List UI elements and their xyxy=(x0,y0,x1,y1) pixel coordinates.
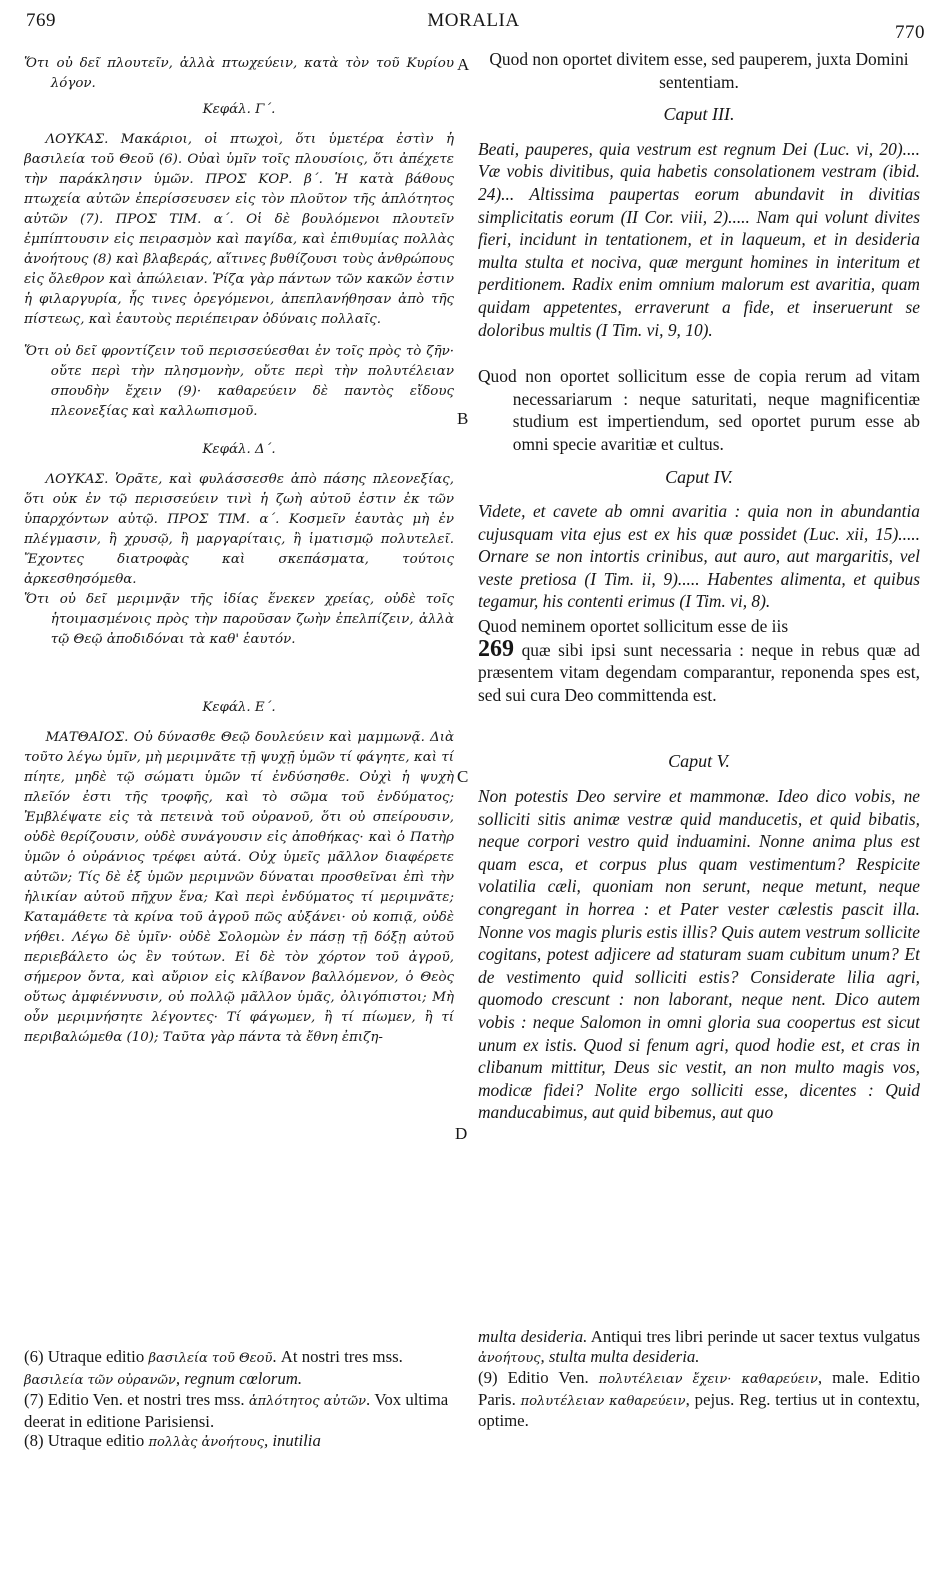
latin-chapter-4-label: Caput IV. xyxy=(665,466,733,487)
latin-chapter-5-label: Caput V. xyxy=(668,751,730,772)
footnote-greek: πολλὰς ἀνοήτους xyxy=(148,1435,264,1451)
greek-chapter-4-label: Κεφάλ. Δ΄. xyxy=(202,442,276,457)
latin-chapter-5-text: Non potestis Deo servire et mammonæ. Ideo dico vobis, ne solliciti sitis animæ vestræ quid manducetis, et quid bibatis, neque corpori vestro quid induamini. Nonne anima plus est quam esca, et corpus plus quam vestimentum? Respicite volatilia cæli, quoniam non serunt, neque metunt, neque congregant in horrea : et Pater vester cælestis pascit illa. Nonne vos magis pluris estis illis? Quis autem vestrum sollicite cogitans, potest adjicere ad staturam suam cubitum unum? Et de vestimento quid solliciti estis? Considerate lilia agri, quomodo crescunt : non laborant, neque nent. Dico autem vobis : neque Salomon in omni gloria sua coopertus est sicut unum ex istis. Quod si fenum agri, quod hodie est, et cras in clibanum mittitur, Deus sic vestit, an non multo magis vos, modicæ fidei? Nolite ergo solliciti esse, dicentes : Quid manducabimus, aut quid bibemus, aut quo xyxy=(478,786,920,1123)
latin-heading-3-rest: quæ sibi ipsi sunt necessaria : neque in rebus quæ ad præsentem vitam degendam comparantur, reponenda spes est, sed sui cura Deo committenda est. xyxy=(478,639,920,705)
footnote-greek: ἁπλότητος αὐτῶν xyxy=(248,1394,367,1410)
latin-heading-2: Quod non oportet sollicitum esse de copia rerum ad vitam necessariarum : neque saturitati, neque magnificentiæ studium est impertiendum, sed oportet purum esse ab omni specie avaritiæ et cultus. xyxy=(478,366,920,454)
latin-text-end: multa desideria. xyxy=(478,1327,588,1346)
right-page-number: 770 xyxy=(895,22,925,43)
footnote-7 xyxy=(24,1390,454,1431)
greek-column xyxy=(24,54,454,1357)
footnote-9 xyxy=(478,1368,920,1431)
greek-heading-3: Ὅτι οὐ δεῖ μεριμνᾷν τῆς ἰδίας ἕνεκεν χρείας, οὐδὲ τοῖς ἡτοιμασμένοις πρὸς τὴν παροῦσαν ζωὴν ἐπελπίζειν, ἀλλὰ τῷ Θεῷ ἀποδιδόναι τὰ καθ' ἑαυτόν. xyxy=(24,592,454,647)
spacer xyxy=(478,706,920,740)
greek-heading-2: Ὅτι οὐ δεῖ φροντίζειν τοῦ περισσεύεσθαι ἐν τοῖς πρὸς τὸ ζῆν· οὔτε περὶ τὴν πλησμονὴν, οὔτε περὶ τὴν πολυτέλειαν σπουδὴν ἔχειν (9)· καθαρεύειν δὲ παντὸς εἴδους πλεονεξίας καὶ καλλωπισμοῦ. xyxy=(24,344,454,419)
footnote-text: (8) Utraque editio xyxy=(24,1431,145,1451)
greek-heading-1: Ὅτι οὐ δεῖ πλουτεῖν, ἀλλὰ πτωχεύειν, κατὰ τὸν τοῦ Κυρίου λόγον. xyxy=(24,56,454,91)
latin-chapter-3-text: Beati, pauperes, quia vestrum est regnum Dei (Luc. vi, 20).... Væ vobis divitibus, quia habetis consolationem vestram (ibid. 24)... Altissima paupertas eorum abundavit in divitias simplicitatis eorum (II Cor. viii, 2)..... Nam qui volunt divites fieri, incidunt in tentationem, et in laqueum, et in desideria multa stulta et nociva, quæ mergunt homines in interitum et perditionem. Radix enim omnium malorum est avaritia, quam quidam appetentes, erraverunt a fide, et inseruerunt se doloribus multis (I Tim. vi, 9, 10). xyxy=(478,138,920,340)
left-page-number: 769 xyxy=(26,10,56,31)
margin-letter-a: A xyxy=(457,55,470,74)
footnote-text: , male. Editio Paris. xyxy=(478,1368,921,1409)
latin-title: Quod non oportet divitem esse, sed pauperem, juxta Domini sententiam. xyxy=(489,49,909,92)
margin-letter-c: C xyxy=(457,767,469,786)
greek-chapter-3-text: ΛΟΥΚΑΣ. Μακάριοι, οἱ πτωχοὶ, ὅτι ὑμετέρα ἐστὶν ἡ βασιλεία τοῦ Θεοῦ (6). Οὐαὶ ὑμῖν τοῖς πλουσίοις, ὅτι ἀπέχετε τὴν παράκλησιν ὑμῶν. ΠΡΟΣ ΚΟΡ. β΄. Ἡ κατὰ βάθους πτωχεία αὐτῶν ἐπερίσσευσεν εἰς τὸν πλοῦτον τῆς ἁπλότητος αὐτῶν (7). ΠΡΟΣ ΤΙΜ. α΄. Οἱ δὲ βουλόμενοι πλουτεῖν ἐμπίπτουσιν εἰς πειρασμὸν καὶ παγίδα, καὶ ἐπιθυμίας πολλὰς ἀνοήτους (8) καὶ βλαβεράς, αἵτινες βυθίζουσι τοὺς ἀνθρώπους εἰς ὄλεθρον καὶ ἀπώλειαν. Ῥίζα γὰρ πάντων τῶν κακῶν ἐστιν ἡ φιλαργυρία, ἧς τινες ὀρεγόμενοι, ἀπεπλανήθησαν ἀπὸ τῆς πίστεως, καὶ ἑαυτοὺς περιέπειραν ὀδύναις πολλαῖς. xyxy=(24,132,454,327)
margin-letter-b: B xyxy=(457,409,469,428)
footnote-greek: πολυτέλειαν ἔχειν· καθαρεύειν xyxy=(598,1372,818,1388)
latin-heading-3-start: Quod neminem oportet sollicitum esse de iis xyxy=(478,616,789,637)
greek-chapter-3-label: Κεφάλ. Γ΄. xyxy=(202,102,276,117)
footnote-text: (9) Editio Ven. xyxy=(478,1368,589,1388)
greek-chapter-5-text: ΜΑΤΘΑΙΟΣ. Οὐ δύνασθε Θεῷ δουλεύειν καὶ μαμμωνᾷ. Διὰ τοῦτο λέγω ὑμῖν, μὴ μεριμνᾶτε τῇ ψυχῇ ὑμῶν τί φάγητε, καὶ τί πίητε, μηδὲ τῷ σώματι ὑμῶν τί ἐνδύσησθε. Οὐχὶ ἡ ψυχὴ πλεῖόν ἐστι τῆς τροφῆς, καὶ τὸ σῶμα τοῦ ἐνδύματος; Ἐμβλέψατε εἰς τὰ πετεινὰ τοῦ οὐρανοῦ, ὅτι οὐ σπείρουσιν, οὐδὲ θερίζουσιν, οὐδὲ συνάγουσιν εἰς ἀποθήκας· καὶ ὁ Πατὴρ ὑμῶν ὁ οὐράνιος τρέφει αὐτά. Οὐχ ὑμεῖς μᾶλλον διαφέρετε αὐτῶν; Τίς δὲ ἐξ ὑμῶν μεριμνῶν δύναται προσθεῖναι ἐπὶ τὴν ἡλικίαν αὐτοῦ πῆχυν ἕνα; Καὶ περὶ ἐνδύματος τί μεριμνᾶτε; Καταμάθετε τὰ κρίνα τοῦ ἀγροῦ πῶς αὐξάνει· οὐ κοπιᾷ, οὐδὲ νήθει. Λέγω δὲ ὑμῖν· οὐδὲ Σολομὼν ἐν πάσῃ τῇ δόξῃ αὐτοῦ περιεβάλετο ὡς ἓν τούτων. Εἰ δὲ τὸν χόρτον τοῦ ἀγροῦ, σήμερον ὄντα, καὶ αὔριον εἰς κλίβανον βαλλόμενον, ὁ Θεὸς οὕτως ἀμφιέννυσιν, οὐ πολλῷ μᾶλλον ὑμᾶς, ὀλιγόπιστοι; Μὴ οὖν μεριμνήσητε λέγοντες· Τί φάγωμεν, ἢ τί πίωμεν, ἢ τί περιβαλώμεθα (10); Ταῦτα γὰρ πάντα τὰ ἔθνη ἐπιζη- xyxy=(24,730,454,1045)
footnote-greek: βασιλεία τῶν οὐρανῶν xyxy=(24,1372,176,1388)
footnote-text: , stulta multa desideria. xyxy=(540,1346,700,1366)
running-title: MORALIA xyxy=(427,10,520,31)
footnote-text: . At nostri tres mss. xyxy=(272,1347,403,1366)
footnote-text: , pejus. Reg. tertius ut in contextu, optime. xyxy=(478,1389,920,1431)
latin-chapter-3-label: Caput III. xyxy=(663,104,735,125)
spacer xyxy=(24,330,454,342)
footnote-text: (7) Editio Ven. et nostri tres mss. xyxy=(24,1390,245,1410)
greek-chapter-4-text: ΛΟΥΚΑΣ. Ὁρᾶτε, καὶ φυλάσσεσθε ἀπὸ πάσης πλεονεξίας, ὅτι οὐκ ἐν τῷ περισσεύειν τινὶ ἡ ζωὴ αὐτοῦ ἐστιν ἐκ τῶν ὑπαρχόντων αὐτῷ. ΠΡΟΣ ΤΙΜ. α΄. Κοσμεῖν ἑαυτὰς μὴ ἐν πλέγμασιν, ἢ χρυσῷ, ἢ μαργαρίταις, ἢ ἱματισμῷ πολυτελεῖ. Ἔχοντες διατροφὰς καὶ σκεπάσματα, τούτοις ἀρκεσθησόμεθα. xyxy=(24,472,454,587)
latin-chapter-5-end xyxy=(478,1327,920,1368)
latin-column xyxy=(478,48,920,1372)
footnotes-left xyxy=(24,1347,454,1453)
footnote-greek: πολυτέλειαν καθαρεύειν xyxy=(520,1393,686,1409)
footnote-6 xyxy=(24,1347,454,1390)
spacer xyxy=(24,422,454,434)
column-number: 269 xyxy=(478,635,514,662)
footnote-text: , regnum cœlorum. xyxy=(175,1368,303,1388)
footnote-text: . Vox ultima deerat in editione Parisiensi. xyxy=(24,1390,449,1431)
footnote-text: , inutilia xyxy=(263,1431,321,1451)
footnote-8 xyxy=(24,1431,454,1453)
greek-chapter-5-label: Κεφάλ. Ε΄. xyxy=(202,700,276,715)
footnotes-right xyxy=(478,1327,920,1431)
footnote-text: (6) Utraque editio xyxy=(24,1347,145,1366)
footnote-greek: βασιλεία τοῦ Θεοῦ xyxy=(148,1351,273,1366)
latin-chapter-4-text: Videte, et cavete ab omni avaritia : quia non in abundantia cujusquam vita ejus est ex his quæ possidet (Luc. xii, 15)..... Ornare se non intortis crinibus, aut auro, aut margaritis, vel veste pretiosa (I Tim. ii, 9)..... Habentes alimenta, et quibus tegamur, his contenti erimus (I Tim. vi, 8). xyxy=(478,501,920,612)
latin-heading-3 xyxy=(478,615,920,706)
spacer xyxy=(24,650,454,692)
margin-letter-d: D xyxy=(455,1124,468,1143)
footnote-greek: ἀνοήτους xyxy=(478,1350,541,1366)
footnote-text: Antiqui tres libri perinde ut sacer textus vulgatus xyxy=(590,1327,920,1346)
